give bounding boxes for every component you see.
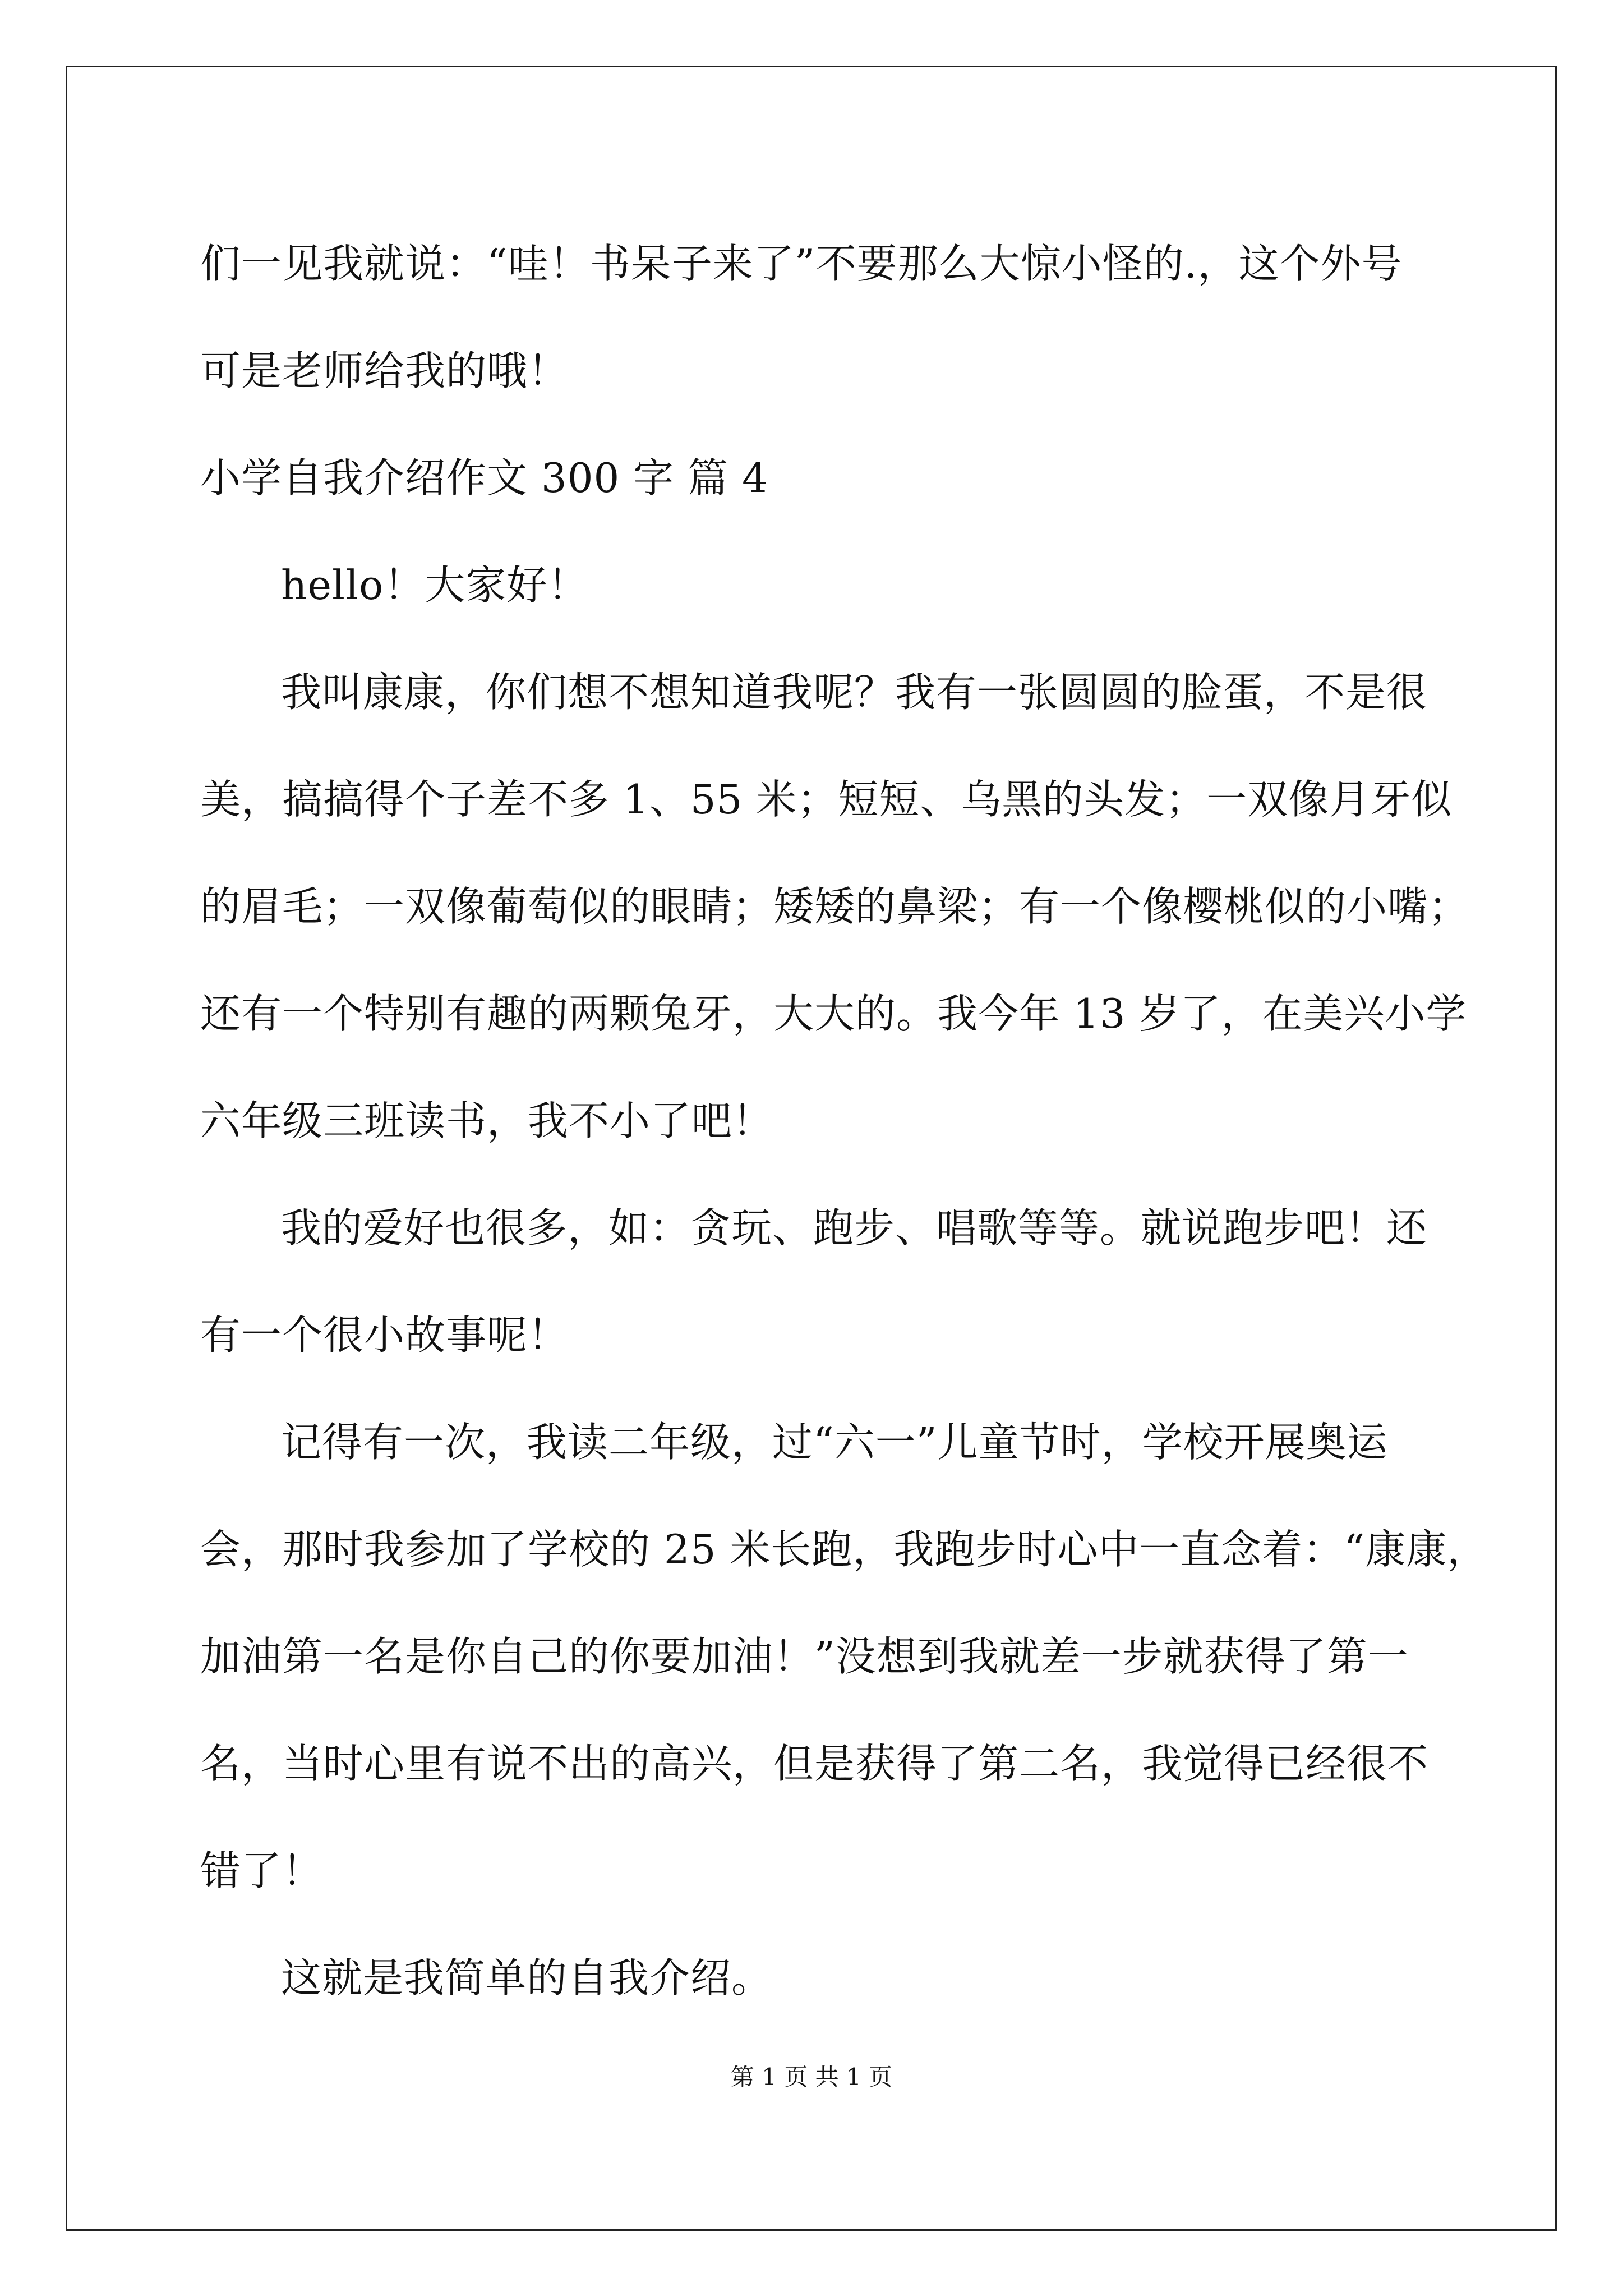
greeting-line: hello！大家好！ [281,562,589,609]
text-line: 还有一个特别有趣的两颗兔牙，大大的。我今年 13 岁了，在美兴小学 [200,990,1467,1037]
paragraph-start: 我的爱好也很多，如：贪玩、跑步、唱歌等等。就说跑步吧！还 [281,1204,1428,1251]
document-body [200,210,1488,2032]
paragraph-start: 记得有一次，我读二年级，过“六一”儿童节时，学校开展奥运 [281,1419,1388,1466]
text-line: 加油第一名是你自己的你要加油！”没想到我就差一步就获得了第一 [200,1633,1409,1680]
section-heading: 小学自我介绍作文 300 字 篇 4 [200,454,768,501]
text-line: 有一个很小故事呢！ [200,1312,569,1359]
paragraph-start: 我叫康康，你们想不想知道我呢？我有一张圆圆的脸蛋，不是很 [281,669,1428,716]
text-line: 的眉毛；一双像葡萄似的眼睛；矮矮的鼻梁；有一个像樱桃似的小嘴； [200,883,1470,930]
text-line: 错了！ [200,1847,324,1894]
text-line: 名，当时心里有说不出的高兴，但是获得了第二名，我觉得已经很不 [200,1740,1429,1787]
text-line: 六年级三班读书，我不小了吧！ [200,1097,774,1144]
page-footer: 第 1 页 共 1 页 [730,2063,893,2091]
text-line: 美，搞搞得个子差不多 1、55 米；短短、乌黑的头发；一双像月牙似 [200,776,1453,823]
text-line: 可是老师给我的哦！ [200,347,569,394]
text-line: 们一见我就说：“哇！书呆子来了”不要那么大惊小怪的.，这个外号 [200,240,1403,287]
paragraph-start: 这就是我简单的自我介绍。 [281,1954,773,2001]
text-line: 会，那时我参加了学校的 25 米长跑，我跑步时心中一直念着：“康康， [200,1526,1488,1573]
